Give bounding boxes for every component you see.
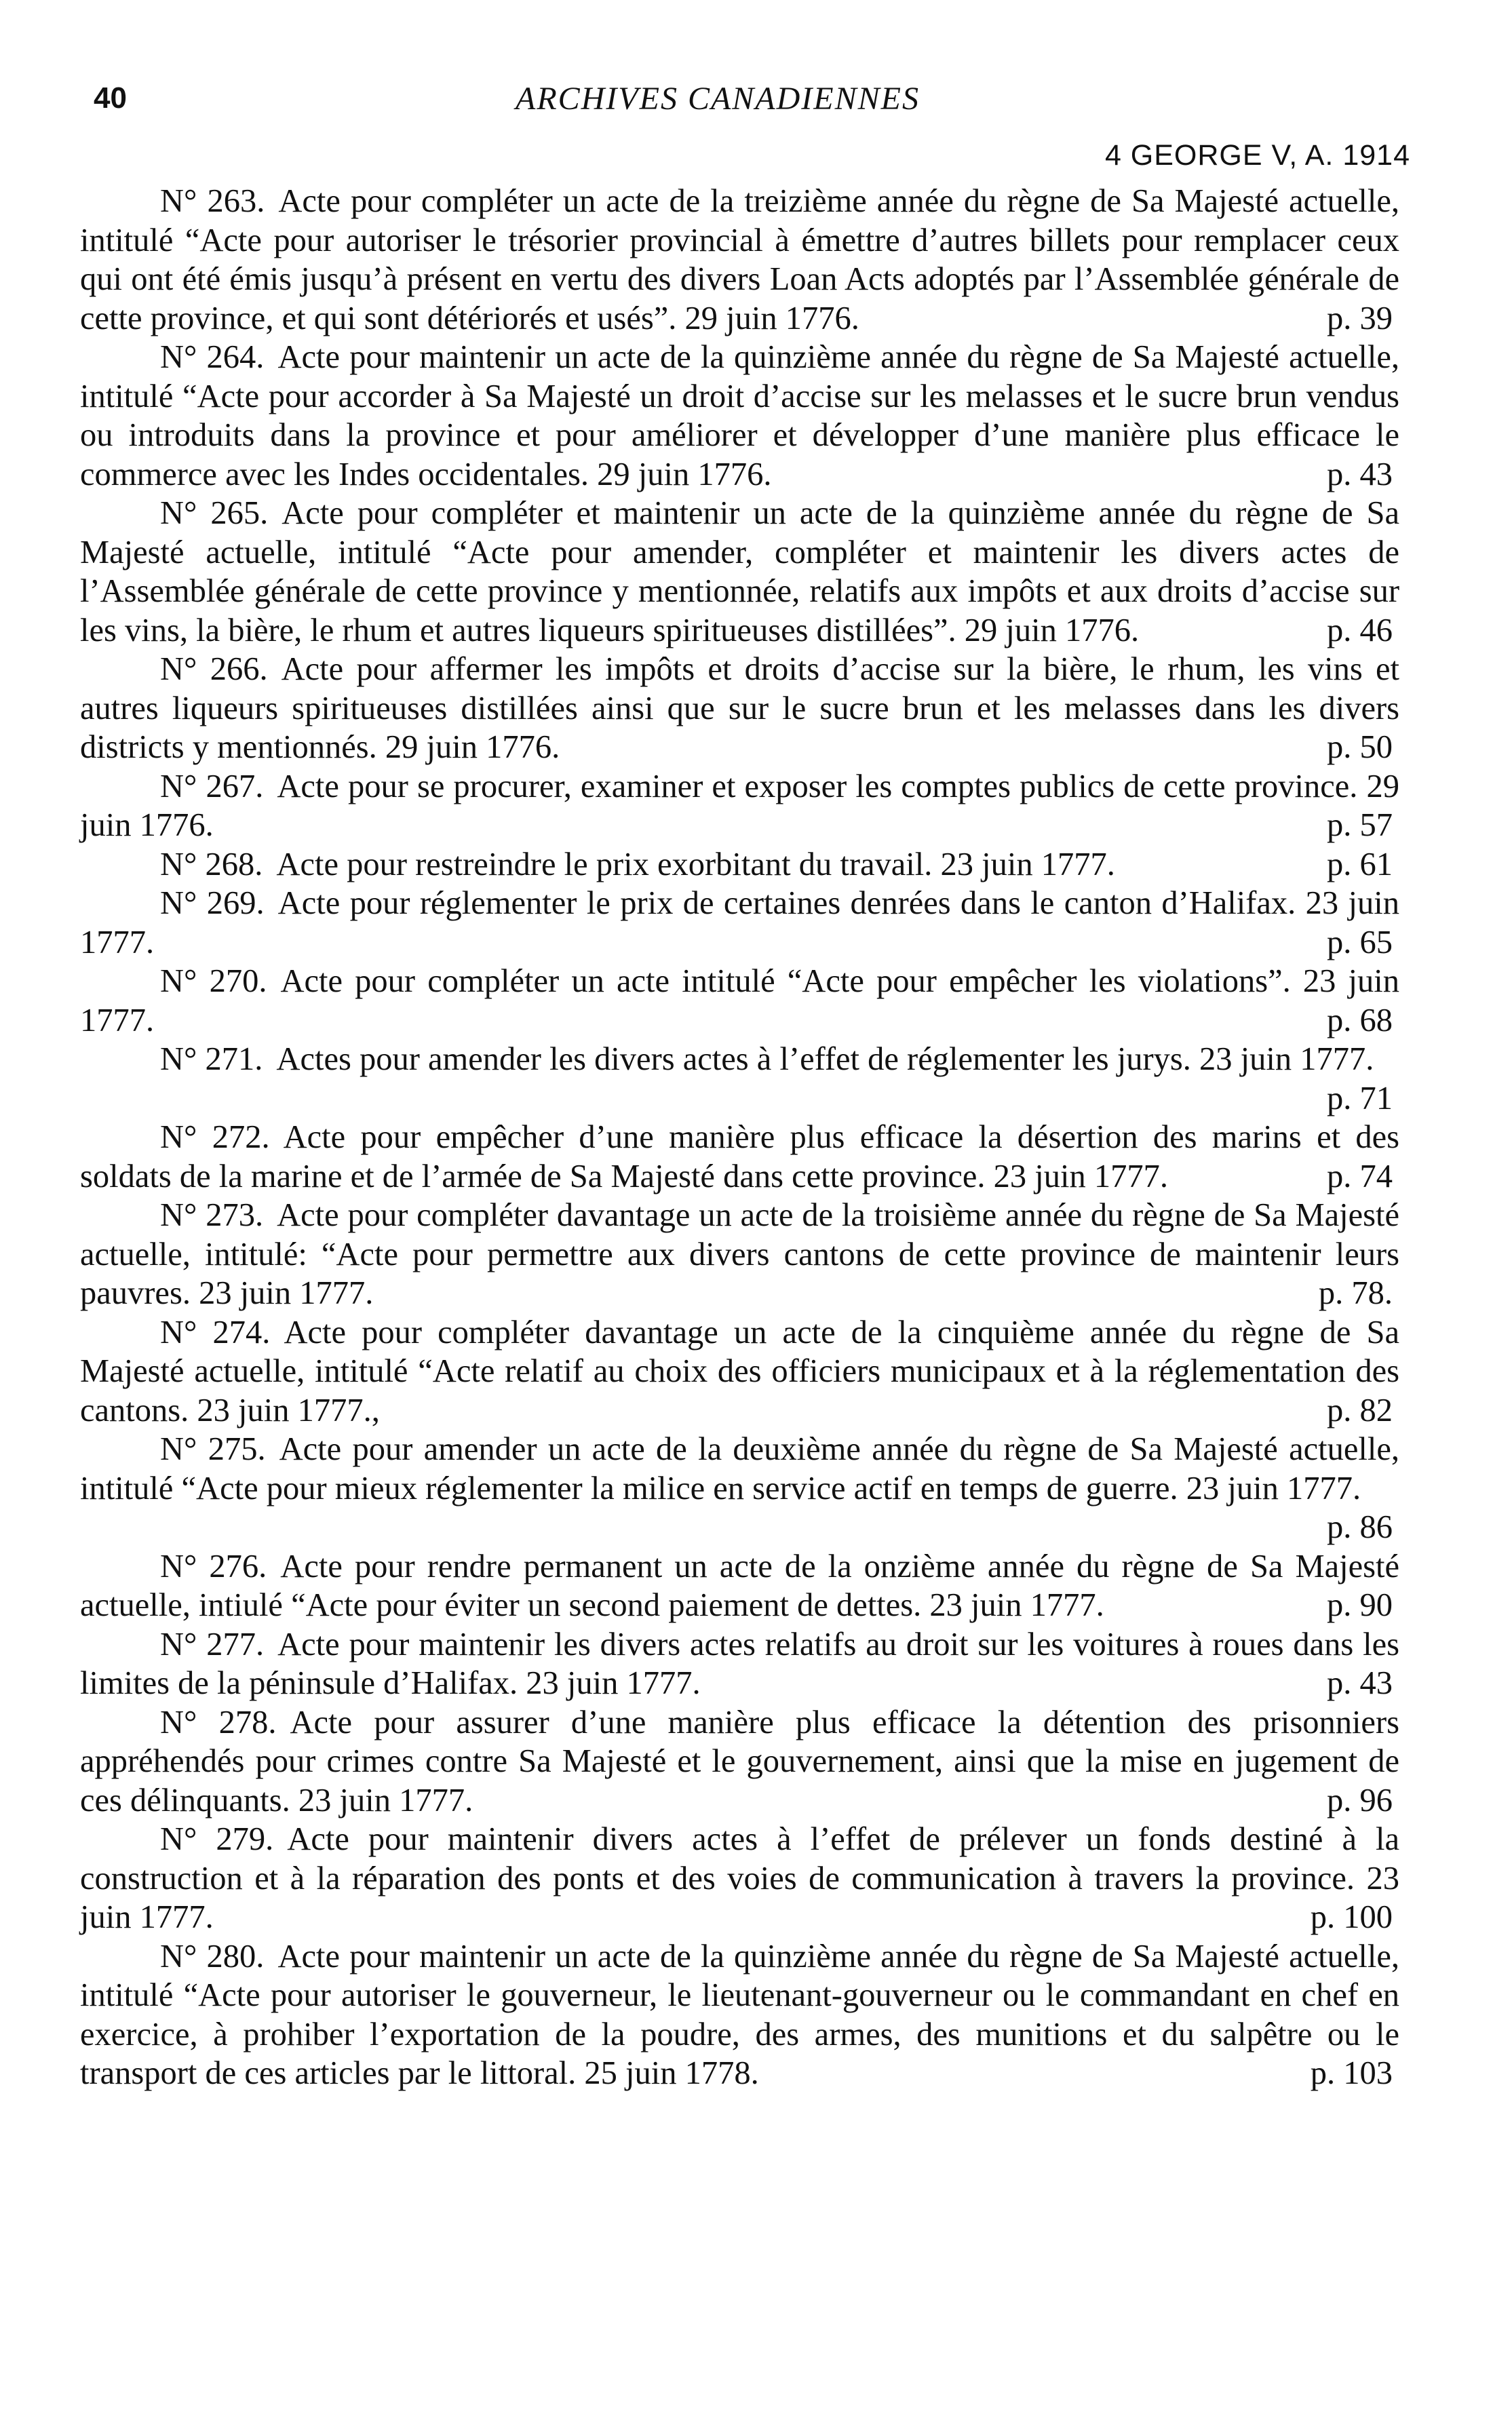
list-item <box>80 1313 1399 1431</box>
list-item <box>80 884 1399 962</box>
list-item <box>80 1118 1399 1196</box>
page-number: 40 <box>94 81 127 115</box>
entry-text: Acte pour réglementer le prix de certaines denrées dans le canton d’Halifax. 23 juin 1777. <box>80 885 1399 960</box>
list-item <box>80 962 1399 1040</box>
entry-number: N° 276. <box>160 1548 267 1584</box>
entry-text: Acte pour compléter davantage un acte de la troisième année du règne de Sa Majesté actuelle, intitulé: “Acte pour permettre aux divers cantons de cette province de maintenir leurs pauvres. 23 juin 1777. <box>80 1197 1400 1311</box>
session-reference: 4 GEORGE V, A. 1914 <box>1104 139 1410 172</box>
entry-page: p. 50 <box>1327 729 1393 765</box>
list-item <box>80 1547 1399 1625</box>
list-item <box>80 494 1399 650</box>
entries-list <box>80 182 1399 2093</box>
list-item <box>80 1040 1399 1118</box>
entry-number: N° 264. <box>160 339 265 375</box>
entry-text: Acte pour maintenir divers actes à l’effet de prélever un fonds destiné à la construction et à la réparation des ponts et des voies de communication à travers la province. 23 juin 1777. <box>80 1821 1399 1935</box>
entry-text: Acte pour amender un acte de la deuxième année du règne de Sa Majesté actuelle, intitulé “Acte pour mieux réglementer la milice en service actif en temps de guerre. 23 juin 1777. <box>80 1431 1399 1506</box>
list-item <box>80 1196 1399 1313</box>
entry-number: N° 277. <box>160 1626 265 1662</box>
entry-page: p. 43 <box>1327 1665 1393 1701</box>
entry-text: Acte pour compléter un acte de la treizième année du règne de Sa Majesté actuelle, intitulé “Acte pour autoriser le trésorier provincial à émettre d’autres billets pour remplacer ceux qui ont été émis jusqu’à présent en vertu des divers Loan Acts adoptés par l’Assemblée générale de cette province, et qui sont détériorés et usés”. 29 juin 1776. <box>80 183 1400 336</box>
entry-page: p. 100 <box>1310 1899 1393 1935</box>
entry-number: N° 274. <box>160 1314 271 1350</box>
list-item <box>80 182 1399 338</box>
entry-number: N° 268. <box>160 846 263 882</box>
entry-number: N° 265. <box>160 495 269 531</box>
list-item <box>80 338 1399 494</box>
entry-text: Acte pour maintenir un acte de la quinzième année du règne de Sa Majesté actuelle, intitulé “Acte pour autoriser le gouverneur, le lieutenant-gouverneur ou le commandant en chef en exercice, à prohiber l’exportation de la poudre, des armes, des munitions et du salpêtre ou le transport de ces articles par le littoral. 25 juin 1778. <box>80 1938 1400 2091</box>
entry-page: p. 96 <box>1327 1782 1393 1818</box>
entry-number: N° 269. <box>160 885 265 921</box>
entry-number: N° 266. <box>160 651 268 687</box>
entry-number: N° 273. <box>160 1197 264 1233</box>
entry-page: p. 103 <box>1310 2055 1393 2091</box>
entry-page: p. 61 <box>1327 846 1393 882</box>
entry-text: Acte pour se procurer, examiner et exposer les comptes publics de cette province. 29 juin 1776. <box>80 768 1399 843</box>
entry-page: p. 39 <box>1327 300 1393 336</box>
list-item <box>80 767 1399 845</box>
list-item <box>80 1937 1399 2093</box>
entry-text: Acte pour rendre permanent un acte de la onzième année du règne de Sa Majesté actuelle, intiulé “Acte pour éviter un second paiement de dettes. 23 juin 1777. <box>80 1548 1399 1623</box>
entry-page: p. 57 <box>1327 807 1393 843</box>
list-item <box>80 1703 1399 1821</box>
entry-number: N° 279. <box>160 1821 274 1857</box>
entry-page: p. 90 <box>1327 1587 1393 1623</box>
entry-number: N° 263. <box>160 183 265 219</box>
entry-number: N° 278. <box>160 1704 277 1740</box>
list-item <box>80 1820 1399 1937</box>
entry-number: N° 271. <box>160 1041 263 1077</box>
entry-page: p. 43 <box>1327 456 1393 492</box>
entry-text: Actes pour amender les divers actes à l’effet de réglementer les jurys. 23 juin 1777. <box>276 1041 1374 1077</box>
entry-text: Acte pour restreindre le prix exorbitant du travail. 23 juin 1777. <box>276 846 1115 882</box>
entry-text: Acte pour compléter et maintenir un acte de la quinzième année du règne de Sa Majesté actuelle, intitulé “Acte pour amender, compléter et maintenir les divers actes de l’Assemblée générale de cette province y mentionnée, relatifs aux impôts et aux droits d’accise sur les vins, la bière, le rhum et autres liqueurs spiritueuses distillées”. 29 juin 1776. <box>80 495 1399 648</box>
entry-text: Acte pour affermer les impôts et droits d’accise sur la bière, le rhum, les vins et autres liqueurs spiritueuses distillées ainsi que sur le sucre brun et les melasses dans les divers districts y mentionnés. 29 juin 1776. <box>80 651 1399 765</box>
entry-text: Acte pour empêcher d’une manière plus efficace la désertion des marins et des soldats de la marine et de l’armée de Sa Majesté dans cette province. 23 juin 1777. <box>80 1119 1400 1194</box>
list-item <box>80 845 1399 884</box>
list-item <box>80 650 1399 767</box>
entry-text: Acte pour maintenir un acte de la quinzième année du règne de Sa Majesté actuelle, intitulé “Acte pour accorder à Sa Majesté un droit d’accise sur les melasses et le sucre brun vendus ou introduits dans la province et pour améliorer et développer d’une manière plus efficace le commerce avec les Indes occidentales. 29 juin 1776. <box>80 339 1400 492</box>
list-item <box>80 1430 1399 1547</box>
list-item <box>80 1625 1399 1703</box>
entry-page: p. 86 <box>1327 1509 1393 1545</box>
entry-page: p. 46 <box>1327 612 1393 648</box>
entry-text: Acte pour assurer d’une manière plus efficace la détention des prisonniers appréhendés pour crimes contre Sa Majesté et le gouvernement, ainsi que la mise en jugement de ces délinquants. 23 juin 1777. <box>80 1704 1399 1818</box>
entry-page: p. 68 <box>1327 1002 1393 1038</box>
entry-page: p. 65 <box>1327 924 1393 960</box>
entry-number: N° 280. <box>160 1938 265 1975</box>
entry-page: p. 78. <box>1318 1275 1393 1311</box>
entry-page: p. 74 <box>1327 1158 1393 1194</box>
entry-number: N° 272. <box>160 1119 270 1155</box>
entry-text: Acte pour compléter davantage un acte de la cinquième année du règne de Sa Majesté actuelle, intitulé “Acte relatif au choix des officiers municipaux et à la réglementation des cantons. 23 juin 1777., <box>80 1314 1400 1428</box>
running-title: ARCHIVES CANADIENNES <box>516 81 920 117</box>
entry-page: p. 82 <box>1327 1392 1393 1428</box>
entry-text: Acte pour compléter un acte intitulé “Acte pour empêcher les violations”. 23 juin 1777. <box>80 963 1399 1038</box>
entry-number: N° 270. <box>160 963 267 999</box>
entry-page: p. 71 <box>1327 1080 1393 1116</box>
entry-number: N° 275. <box>160 1431 266 1467</box>
entry-text: Acte pour maintenir les divers actes relatifs au droit sur les voitures à roues dans les limites de la péninsule d’Halifax. 23 juin 1777. <box>80 1626 1399 1701</box>
entry-number: N° 267. <box>160 768 264 804</box>
